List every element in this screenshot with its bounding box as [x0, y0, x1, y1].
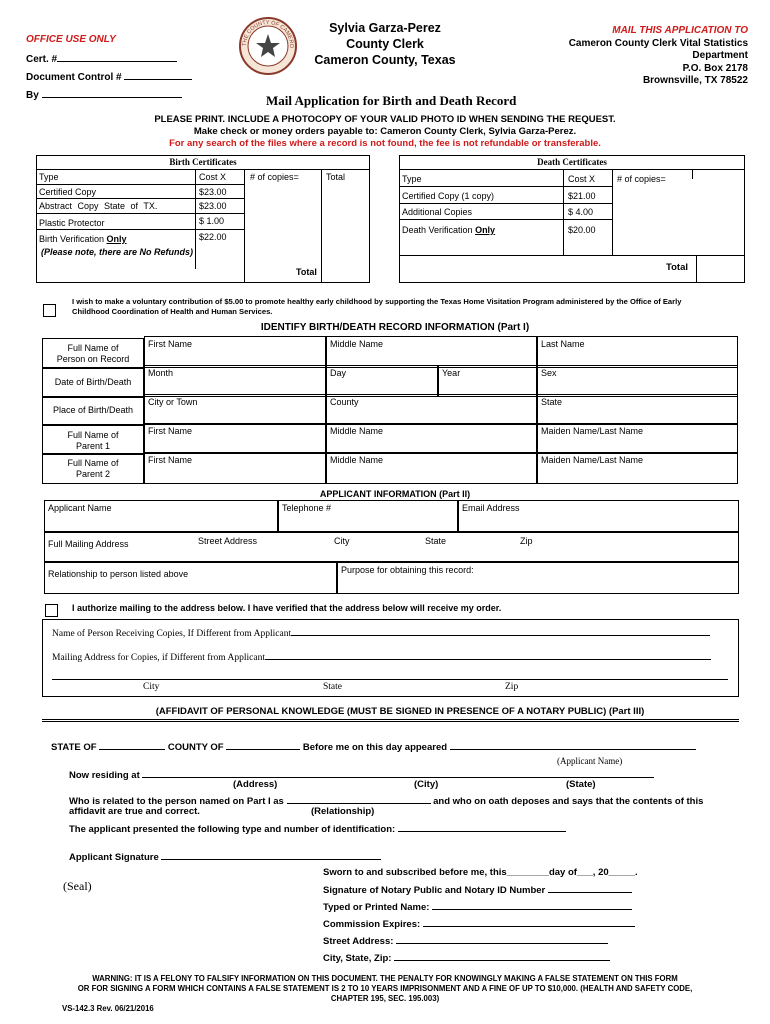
- state-of-label: STATE OF: [51, 742, 97, 753]
- applicant-signature-label: Applicant Signature: [69, 852, 159, 863]
- sworn-text[interactable]: Sworn to and subscribed before me, this________day of___, 20_____.: [323, 867, 638, 878]
- city-caption: (City): [414, 779, 439, 790]
- office-use-label: OFFICE USE ONLY: [26, 34, 116, 45]
- row-label-line: Parent 1: [75, 441, 111, 451]
- date-day-field[interactable]: [326, 365, 438, 397]
- email-field[interactable]: [458, 500, 739, 532]
- birth-col-cost: Cost X: [199, 172, 227, 182]
- parent1-first-name-field[interactable]: [144, 423, 326, 454]
- by-field[interactable]: [26, 88, 182, 101]
- typed-name-field[interactable]: [323, 901, 632, 913]
- death-verification-cost: $20.00: [568, 225, 596, 235]
- applicant-signature-field[interactable]: [69, 851, 381, 863]
- row-label-line: Full Name of: [67, 458, 119, 468]
- oath-label: and who on oath deposes and says that the contents of this: [433, 796, 704, 807]
- part1-row-label: [42, 338, 144, 368]
- alt-state-label: State: [323, 682, 342, 692]
- field-label: Middle Name: [330, 339, 384, 349]
- death-row-cost: $21.00: [568, 191, 596, 201]
- notary-signature-label: Signature of Notary Public and Notary ID Number: [323, 885, 546, 896]
- form-number: VS-142.3 Rev. 06/21/2016: [62, 1004, 154, 1013]
- authorize-checkbox[interactable]: [45, 604, 58, 617]
- alt-zip-label: Zip: [505, 682, 519, 692]
- field-label: Telephone #: [282, 503, 332, 513]
- relationship-field[interactable]: [44, 562, 337, 594]
- field-label: Maiden Name/Last Name: [541, 455, 644, 465]
- part1-row-label: [42, 425, 144, 454]
- form-title: Mail Application for Birth and Death Record: [266, 93, 517, 108]
- death-row-type: Additional Copies: [402, 207, 473, 217]
- row-label-line: Full Name of: [67, 343, 119, 353]
- seal-text: THE COUNTY OF CAMERO: [241, 19, 295, 49]
- parent2-middle-name-field[interactable]: [326, 452, 537, 484]
- field-label: Purpose for obtaining this record:: [341, 565, 474, 575]
- field-label: Last Name: [541, 339, 585, 349]
- field-label: First Name: [148, 455, 193, 465]
- warning-line2: OR FOR SIGNING A FORM WHICH CONTAINS A FALSE STATEMENT IS 2 TO 10 YEARS IMPRISONMENT AND A FINE OF UP TO $10,000. (HEALTH AND SAFETY CODE,: [77, 984, 693, 993]
- seal-label: (Seal): [63, 879, 92, 893]
- alt-address-label: Mailing Address for Copies, if Different from Applicant: [52, 653, 266, 663]
- instruction-3: For any search of the files where a record is not found, the fee is not refundable or transferable.: [169, 138, 601, 149]
- part1-row-label: [42, 397, 144, 425]
- mail-to-line1: Cameron County Clerk Vital Statistics: [568, 37, 748, 49]
- part1-row-label: [42, 368, 144, 397]
- birth-col-total: Total: [326, 172, 346, 182]
- death-header: Death Certificates: [537, 157, 607, 167]
- clerk-title: County Clerk: [346, 37, 424, 51]
- birth-row-type: Abstract Copy State of TX.: [39, 201, 158, 211]
- field-label: Full Mailing Address: [48, 539, 129, 549]
- commission-field[interactable]: [323, 918, 635, 930]
- county-of-input[interactable]: [226, 741, 300, 750]
- death-verification-only: Only: [475, 225, 496, 235]
- clerk-name: Sylvia Garza-Perez: [329, 21, 441, 35]
- notary-street-field[interactable]: [323, 935, 608, 947]
- contribution-line2: Childhood Coordination of Health and Human Services.: [72, 307, 273, 316]
- birth-verification: [39, 234, 127, 244]
- mail-to-line4: Brownsville, TX 78522: [642, 75, 748, 86]
- warning-line3: CHAPTER 195, SEC. 195.003): [330, 994, 440, 1003]
- address-caption: (Address): [233, 779, 278, 790]
- cert-label: Cert. #: [26, 54, 58, 65]
- birth-row-cost: $23.00: [199, 201, 227, 211]
- by-label: By: [26, 90, 39, 101]
- part3-title: (AFFIDAVIT OF PERSONAL KNOWLEDGE (MUST BE SIGNED IN PRESENCE OF A NOTARY PUBLIC) (Part III): [155, 706, 645, 717]
- county-seal-graphic: [238, 16, 298, 76]
- date-year-field[interactable]: [438, 365, 537, 397]
- person-middle-name-field[interactable]: [326, 336, 537, 368]
- before-me-label: Before me on this day appeared: [302, 742, 448, 753]
- field-label: Relationship to person listed above: [48, 569, 189, 579]
- warning-text: [20, 974, 750, 1004]
- mailing-address-field[interactable]: [44, 532, 739, 562]
- commission-label: Commission Expires:: [323, 919, 421, 930]
- mail-to-block: [540, 25, 748, 88]
- field-label: Year: [442, 368, 461, 378]
- birth-header: Birth Certificates: [169, 157, 237, 167]
- mail-to-line3: P.O. Box 2178: [682, 62, 748, 74]
- county-seal: [238, 16, 298, 76]
- birth-total-label: Total: [296, 267, 317, 277]
- parent2-first-name-field[interactable]: [144, 452, 326, 484]
- mail-to-line2: Department: [692, 50, 748, 61]
- state-of-input[interactable]: [99, 741, 165, 750]
- field-label: Middle Name: [330, 455, 384, 465]
- death-row-cost: $ 4.00: [568, 207, 594, 217]
- instruction-1: PLEASE PRINT. INCLUDE A PHOTOCOPY OF YOUR VALID PHOTO ID WHEN SENDING THE REQUEST.: [154, 114, 616, 125]
- alt-address-field[interactable]: [52, 651, 711, 663]
- parent1-maiden-name-field[interactable]: [537, 423, 738, 454]
- field-label: Day: [330, 368, 347, 378]
- death-col-copies: # of copies=: [617, 174, 666, 184]
- related-label: Who is related to the person named on Part I as: [69, 796, 284, 807]
- field-label: City or Town: [148, 397, 198, 407]
- row-label-line: Place of Birth/Death: [52, 405, 134, 415]
- notary-csz-field[interactable]: [323, 952, 610, 964]
- field-label: State: [541, 397, 563, 407]
- contribution-checkbox[interactable]: [43, 304, 56, 317]
- death-verification: [402, 225, 495, 235]
- applicant-name-caption: (Applicant Name): [557, 756, 623, 766]
- field-label: Applicant Name: [48, 503, 112, 513]
- death-row-type: Certified Copy (1 copy): [402, 191, 495, 201]
- purpose-field[interactable]: [337, 562, 739, 594]
- field-label: Email Address: [462, 503, 520, 513]
- field-label: Sex: [541, 368, 557, 378]
- authorize-text: I authorize mailing to the address below. I have verified that the address below will receive my order.: [72, 603, 502, 613]
- birth-note: (Please note, there are No Refunds): [41, 247, 194, 257]
- identification-label: The applicant presented the following type and number of identification:: [69, 824, 396, 835]
- death-col-type: Type: [402, 174, 422, 184]
- field-label: Middle Name: [330, 426, 384, 436]
- contribution-line1: I wish to make a voluntary contribution of $5.00 to promote healthy early childhood by supporting the Texas Home Visitation Program administered by the Office of Early: [72, 297, 682, 306]
- telephone-field[interactable]: [278, 500, 458, 532]
- state-label: State: [425, 536, 447, 546]
- sex-field[interactable]: [537, 365, 738, 397]
- alt-csz-line[interactable]: [52, 679, 728, 680]
- warning-line1: WARNING: IT IS A FELONY TO FALSIFY INFORMATION ON THIS DOCUMENT. THE PENALTY FOR KNOWINGLY MAKING A FALSE STATEMENT ON THIS FORM: [92, 974, 678, 983]
- row-label-line: Person on Record: [56, 354, 130, 364]
- mail-to-label: MAIL THIS APPLICATION TO: [612, 25, 748, 36]
- instruction-2: Make check or money orders payable to: Cameron County Clerk, Sylvia Garza-Perez.: [193, 126, 577, 137]
- state-county-line: [51, 741, 696, 753]
- birth-verification-cost: $22.00: [199, 232, 227, 242]
- clerk-block: [300, 20, 470, 68]
- field-label: First Name: [148, 426, 193, 436]
- doc-control-label: Document Control #: [26, 72, 122, 83]
- birth-col-copies: # of copies=: [250, 172, 299, 182]
- part1-title: IDENTIFY BIRTH/DEATH RECORD INFORMATION (Part I): [260, 322, 530, 333]
- affidavit-text: affidavit are true and correct.: [69, 806, 200, 817]
- clerk-county: Cameron County, Texas: [314, 53, 456, 67]
- typed-name-label: Typed or Printed Name:: [323, 902, 430, 913]
- place-city-field[interactable]: [144, 394, 326, 425]
- street-label: Street Address: [198, 536, 258, 546]
- part1-row-label: [42, 454, 144, 484]
- field-label: County: [330, 397, 359, 407]
- zip-label: Zip: [520, 536, 533, 546]
- birth-row-cost: $23.00: [199, 187, 227, 197]
- part2-title: APPLICANT INFORMATION (Part II): [319, 489, 471, 499]
- city-label: City: [334, 536, 350, 546]
- now-residing-label: Now residing at: [69, 770, 140, 781]
- applicant-name-field[interactable]: [44, 500, 278, 532]
- place-county-field[interactable]: [326, 394, 537, 425]
- birth-row-cost: $ 1.00: [199, 216, 225, 226]
- parent1-middle-name-field[interactable]: [326, 423, 537, 454]
- field-label: Month: [148, 368, 174, 378]
- birth-col-type: Type: [39, 172, 59, 182]
- notary-csz-label: City, State, Zip:: [323, 953, 392, 964]
- row-label-line: Full Name of: [67, 430, 119, 440]
- appeared-name-input[interactable]: [450, 741, 696, 750]
- death-col-cost: Cost X: [568, 174, 596, 184]
- alt-city-label: City: [143, 682, 160, 692]
- state-caption: (State): [566, 779, 596, 790]
- row-label-line: Parent 2: [75, 469, 111, 479]
- death-total-label: Total: [666, 262, 688, 273]
- doc-control-field[interactable]: [26, 70, 192, 83]
- place-state-field[interactable]: [537, 394, 738, 425]
- birth-verification-label: Birth Verification: [39, 234, 105, 244]
- notary-signature-field[interactable]: [323, 884, 632, 896]
- birth-row-type: Plastic Protector: [39, 218, 105, 228]
- person-first-name-field[interactable]: [144, 336, 326, 368]
- relationship-caption: (Relationship): [311, 806, 375, 817]
- person-last-name-field[interactable]: [537, 336, 738, 368]
- identification-field[interactable]: [69, 823, 566, 835]
- instructions: [0, 114, 770, 150]
- parent2-maiden-name-field[interactable]: [537, 452, 738, 484]
- date-month-field[interactable]: [144, 365, 326, 397]
- contribution-text: [72, 297, 742, 317]
- cert-field[interactable]: [26, 52, 177, 65]
- birth-verification-only: Only: [106, 234, 127, 244]
- relationship-input[interactable]: [287, 795, 431, 804]
- death-verification-label: Death Verification: [402, 225, 473, 235]
- alt-name-label: Name of Person Receiving Copies, If Different from Applicant: [52, 629, 292, 639]
- alt-name-field[interactable]: [52, 627, 710, 639]
- field-label: Maiden Name/Last Name: [541, 426, 644, 436]
- row-label-line: Date of Birth/Death: [54, 377, 132, 387]
- county-of-label: COUNTY OF: [167, 742, 224, 753]
- notary-street-label: Street Address:: [323, 936, 394, 947]
- birth-row-type: Certified Copy: [39, 187, 97, 197]
- field-label: First Name: [148, 339, 193, 349]
